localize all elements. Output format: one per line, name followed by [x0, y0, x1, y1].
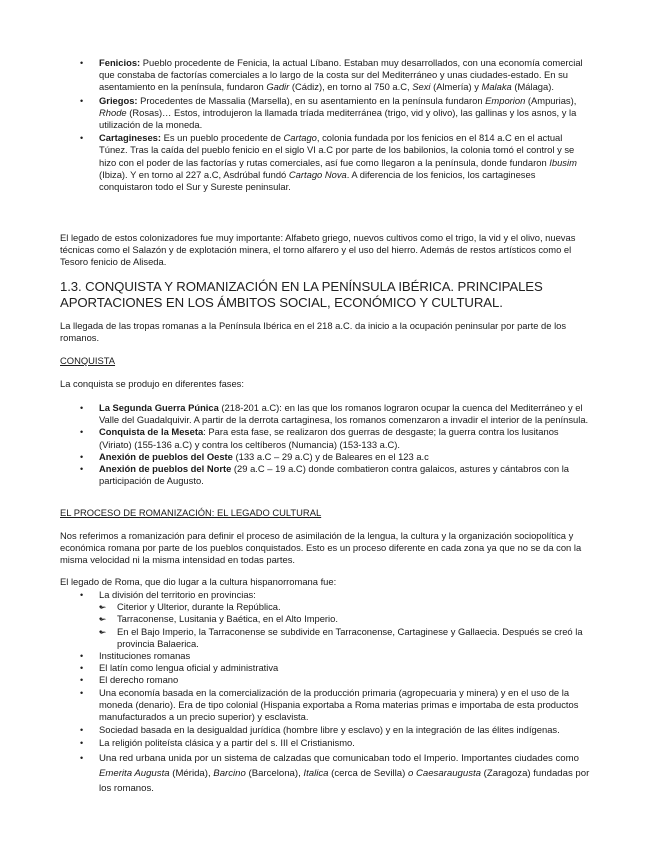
- term-fenicios: Fenicios:: [99, 57, 141, 68]
- list-item-phase: • La Segunda Guerra Púnica (218-201 a.C): en las que los romanos lograron ocupar la cuenca del Mediterráneo y el Valle del Guadalquivir. A partir de la derrota cartaginesa, los romanos comenzaron a invadir el interior de la península.: [80, 402, 590, 426]
- arrow-bullet-icon: • ➢: [99, 614, 107, 625]
- section-heading: 1.3. CONQUISTA Y ROMANIZACIÓN EN LA PENÍNSULA IBÉRICA. PRINCIPALES APORTACIONES EN LOS ÁMBITOS SOCIAL, ECONÓMICO Y CULTURAL.: [60, 279, 543, 310]
- province-item: • ➢ Tarraconense, Lusitania y Baética, en el Alto Imperio.: [99, 613, 590, 625]
- term-griegos: Griegos:: [99, 94, 138, 106]
- list-item: • La religión politeísta clásica y a partir del s. III el Cristianismo.: [80, 737, 590, 749]
- list-item-phase: • Conquista de la Meseta: Para esta fase, se realizaron dos guerras de desgaste; la guerra contra los lusitanos (Viriato) (155-136 a.C) y contra los celtíberos (Numancia) (153-133 a.C).: [80, 426, 590, 450]
- list-item-cities: • Una red urbana unida por un sistema de calzadas que comunicaban todo el Imperio. Importantes ciudades como Emerita Augusta (Mérida), Barcino (Barcelona), Italica (cerca de Sevilla) o Caesaraugusta (Zaragoza) fundadas por los romanos.: [80, 751, 590, 796]
- list-item-territory: • La división del territorio en provincias: • ➢ Citerior y Ulterior, durante la República. • ➢ Tarraconense, Lusitania y Baética, en el Alto Imperio. • ➢ En el Bajo Imperio, la Tarraconense se subdivide en Tarraconense, Cartaginese y Gallaecia. Después se creó la provincia Balaerica.: [80, 589, 590, 650]
- list-item-phase: • Anexión de pueblos del Oeste (133 a.C – 29 a.C) y de Baleares en el 123 a.c: [80, 451, 590, 463]
- list-item: • Sociedad basada en la desigualdad jurídica (hombre libre y esclavo) y en la integración de las élites indígenas.: [80, 724, 590, 736]
- conquista-lead: La conquista se produjo en diferentes fases:: [60, 378, 244, 389]
- list-item: • Una economía basada en la comercialización de la producción primaria (agropecuaria y minera) y en el uso de la moneda (denario). Era de tipo colonial (Hispania exportaba a Roma materias primas e importaba de esta productos manufacturados a un precio superior) y esclavista.: [80, 687, 590, 724]
- list-item-griegos: • Griegos: Procedentes de Massalia (Marsella), en su asentamiento en la península fundaron Emporion (Ampurias), Rhode (Rosas)… Estos, introdujeron la llamada tríada mediterránea (trigo, vid y olivo), las gallinas y los asnos, y la utilización de la moneda.: [80, 95, 590, 132]
- colonizers-list: [80, 57, 590, 193]
- list-item-cartagineses: • Cartagineses: Es un pueblo procedente de Cartago, colonia fundada por los fenicios en el 814 a.C en el actual Túnez. Tras la caída del pueblo fenicio en el siglo VI a.C por parte de los babilonios, la colonia tomó el control y se hizo con el poder de las factorías y rutas comerciales, así fue como llegaron a la península, donde fundaron Ibusim (Ibiza). Y en torno al 227 a.C, Asdrúbal fundó Cartago Nova. A diferencia de los fenicios, los cartagineses conquistaron todo el Sur y Sureste peninsular.: [80, 132, 590, 193]
- arrow-bullet-icon: • ➢: [99, 602, 107, 613]
- list-item: • El derecho romano: [80, 674, 590, 686]
- legacy-lead: El legado de Roma, que dio lugar a la cultura hispanorromana fue:: [60, 576, 337, 587]
- term-cartagineses: Cartagineses:: [99, 132, 162, 144]
- province-item: • ➢ Citerior y Ulterior, durante la República.: [99, 601, 590, 613]
- romanizacion-definition: Nos referimos a romanización para definir el proceso de asimilación de la lengua, la cultura y la organización sociopolítica y económica romana por parte de los pueblos conquistados. Esto es un proceso diferente en cada zona ya que no se da con la misma velocidad ni la misma intensidad en todas partes.: [60, 530, 582, 566]
- conquest-phases-list: [80, 402, 590, 487]
- list-item: • El latín como lengua oficial y administrativa: [80, 662, 590, 674]
- provinces-list: [99, 601, 590, 650]
- conquista-title: CONQUISTA: [60, 355, 116, 366]
- list-item: • Instituciones romanas: [80, 650, 590, 662]
- province-item: • ➢ En el Bajo Imperio, la Tarraconense se subdivide en Tarraconense, Cartaginese y Gallaecia. Después se creó la provincia Balaerica.: [99, 626, 590, 650]
- list-item-phase: • Anexión de pueblos del Norte (29 a.C – 19 a.C) donde combatieron contra galaicos, astures y cántabros con la participación de Augusto.: [80, 463, 590, 487]
- roman-legacy-list: [80, 589, 590, 796]
- legacy-paragraph: El legado de estos colonizadores fue muy importante: Alfabeto griego, nuevos cultivos como el trigo, la vid y el olivo, nuevas técnicas como el Salazón y de explotación minera, el torno alfarero y el uso del hierro. Además de restos artísticos como el Tesoro fenicio de Aliseda.: [60, 232, 576, 268]
- romanizacion-title: EL PROCESO DE ROMANIZACIÓN: EL LEGADO CULTURAL: [60, 507, 322, 518]
- arrow-bullet-icon: • ➢: [99, 626, 107, 637]
- intro-paragraph: La llegada de las tropas romanas a la Península Ibérica en el 218 a.C. da inicio a la ocupación peninsular por parte de los romanos.: [60, 320, 567, 344]
- list-item-fenicios: • Fenicios: Pueblo procedente de Fenicia, la actual Líbano. Estaban muy desarrollados, con una economía comercial que constaba de factorías comerciales a lo largo de la costa sur del Mediterráneo y unas ciudades-estado. En su asentamiento en la península, fundaron Gadir (Cádiz), en torno al 750 a.C, Sexi (Almería) y Malaka (Málaga).: [80, 57, 590, 94]
